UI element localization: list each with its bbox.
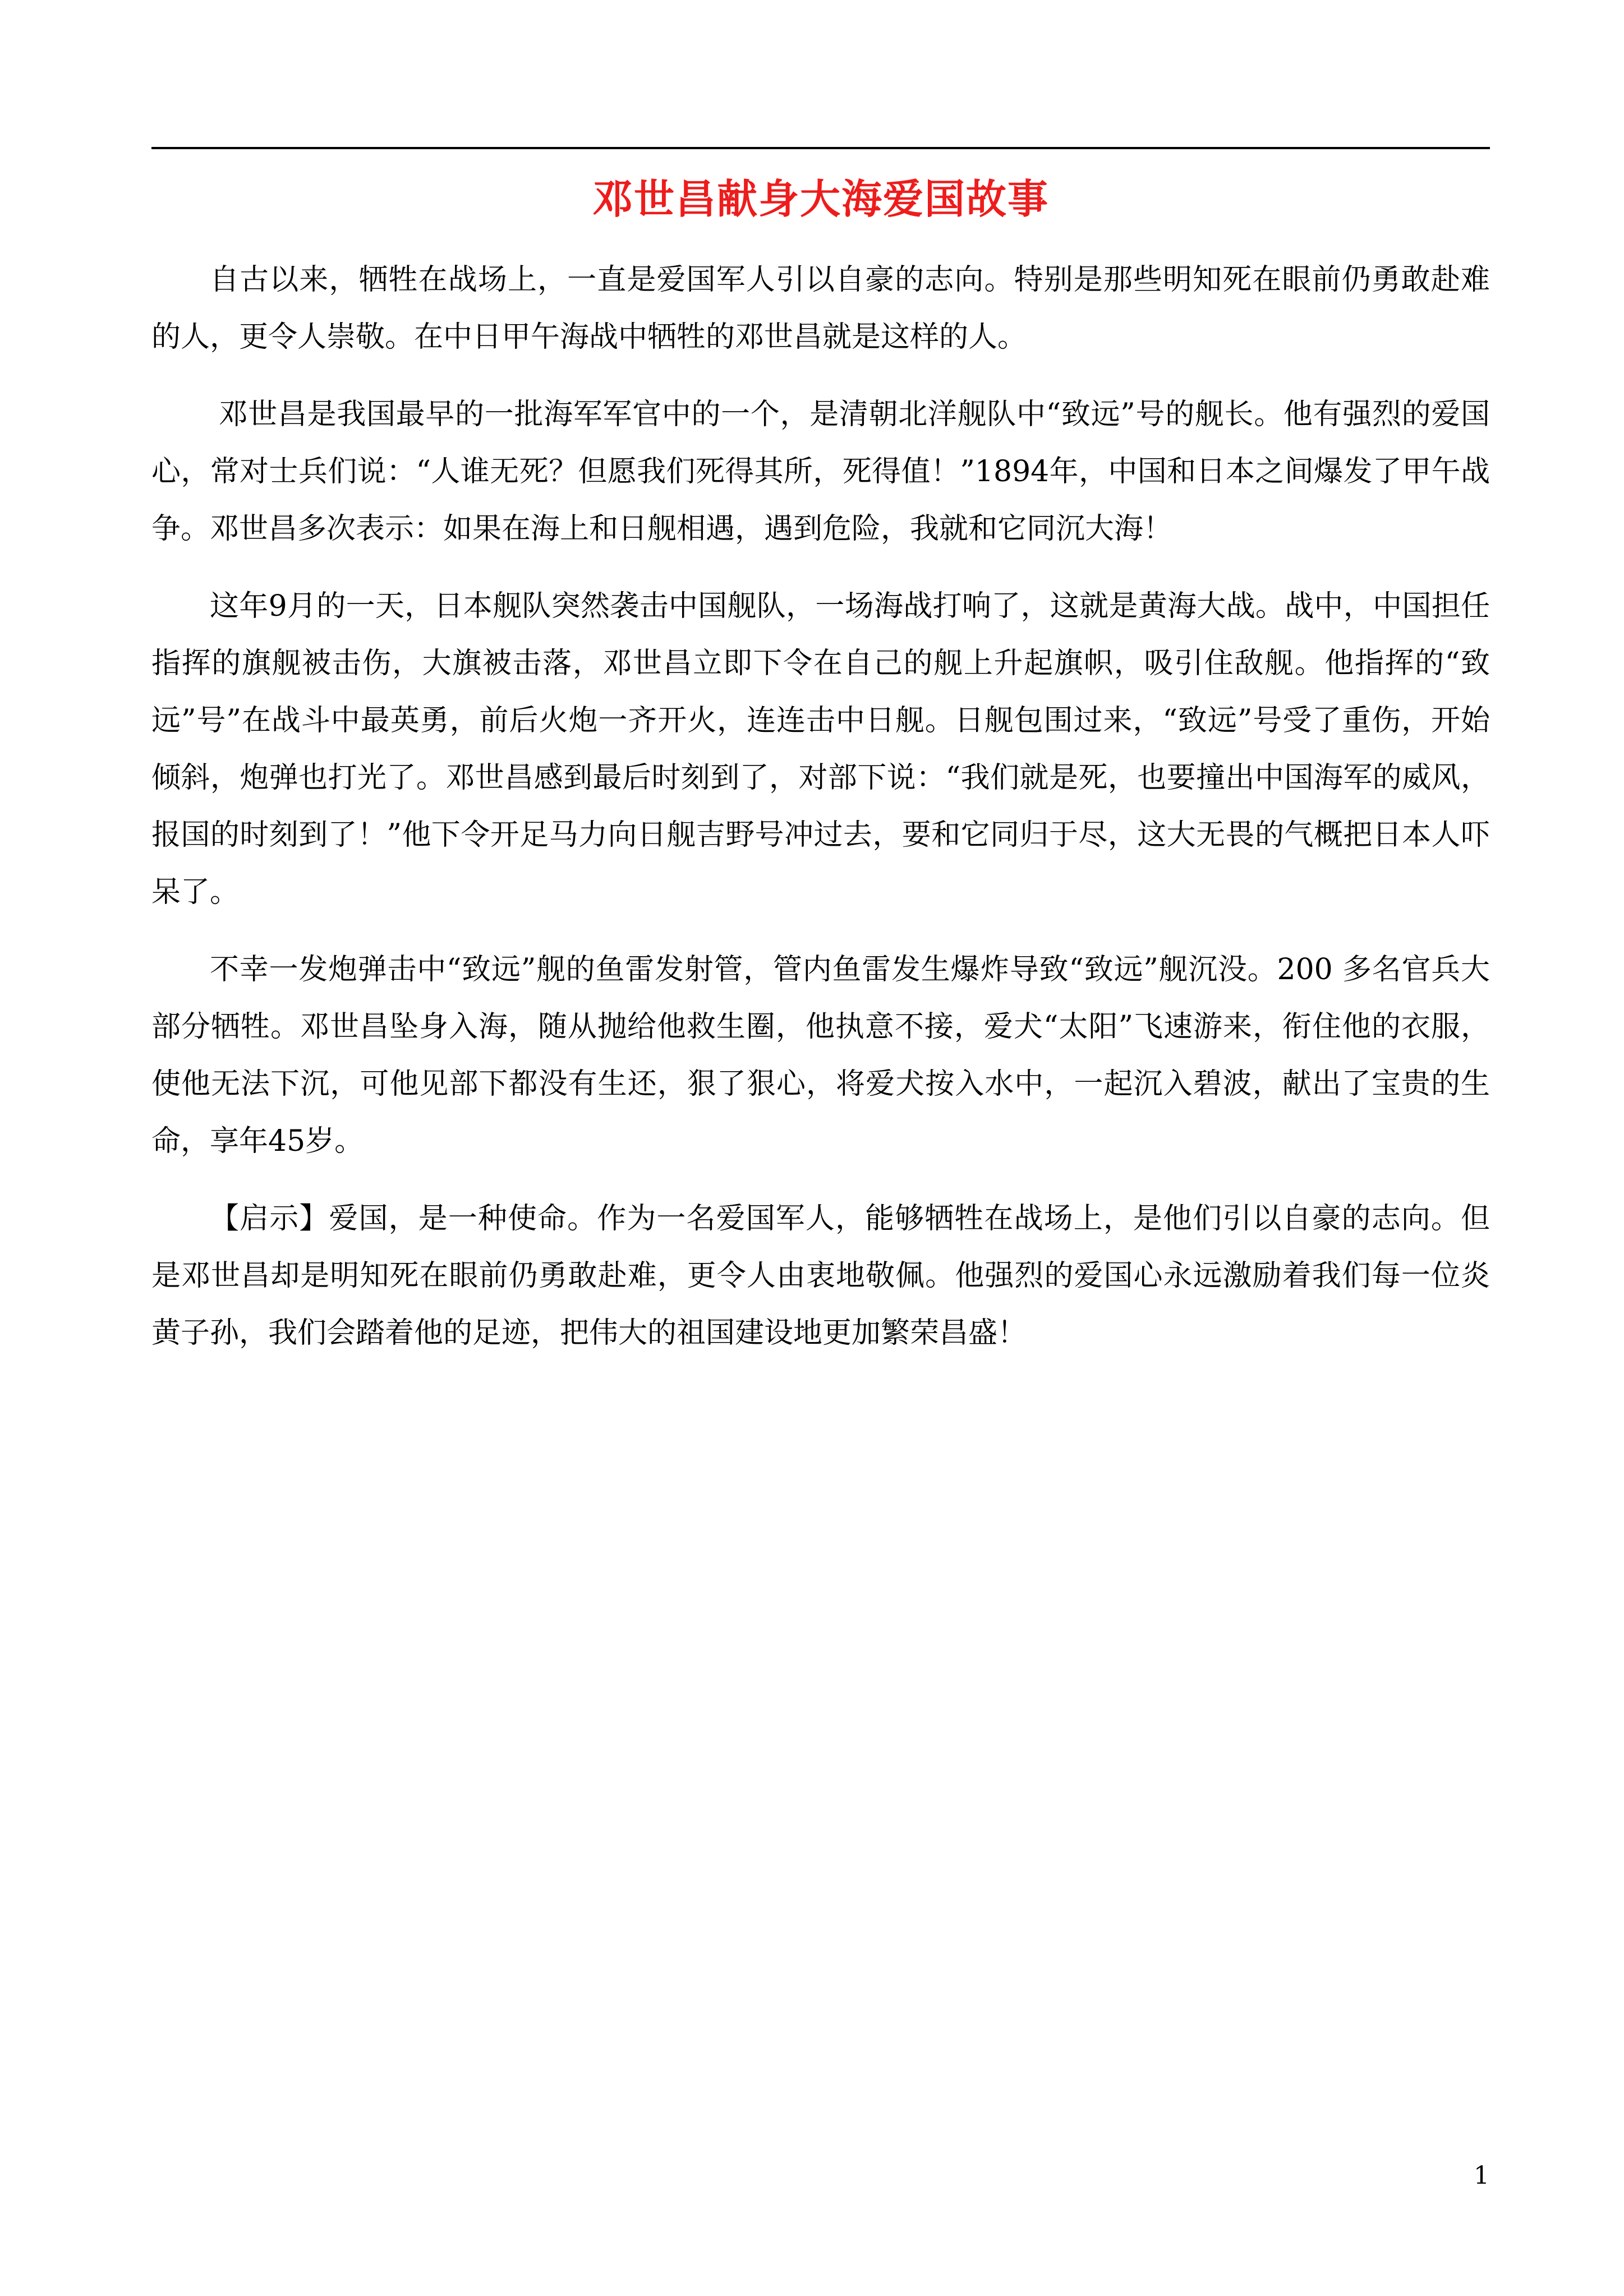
document-title: 邓世昌献身大海爱国故事	[592, 176, 1049, 223]
paragraph-background: 邓世昌是我国最早的一批海军军官中的一个，是清朝北洋舰队中“致远”号的舰长。他有强烈的爱国心，常对士兵们说：“人谁无死？但愿我们死得其所，死得值！”1894年，中国和日本之间爆发了甲午战争。邓世昌多次表示：如果在海上和日舰相遇，遇到危险，我就和它同沉大海！	[151, 398, 1490, 546]
paragraph-sacrifice: 不幸一发炮弹击中“致远”舰的鱼雷发射管，管内鱼雷发生爆炸导致“致远”舰沉没。200 多名官兵大部分牺牲。邓世昌坠身入海，随从抛给他救生圈，他执意不接，爱犬“太阳”飞速游来，衔住他的衣服，使他无法下沉，可他见部下都没有生还，狠了狠心，将爱犬按入水中，一起沉入碧波，献出了宝贵的生命，享年45岁。	[151, 953, 1490, 1158]
page-number: 1	[1474, 2161, 1489, 2190]
paragraph-battle: 这年9月的一天，日本舰队突然袭击中国舰队，一场海战打响了，这就是黄海大战。战中，中国担任指挥的旗舰被击伤，大旗被击落，邓世昌立即下令在自己的舰上升起旗帜，吸引住敌舰。他指挥的“致远”号”在战斗中最英勇，前后火炮一齐开火，连连击中日舰。日舰包围过来，“致远”号受了重伤，开始倾斜，炮弹也打光了。邓世昌感到最后时刻到了，对部下说：“我们就是死，也要撞出中国海军的威风，报国的时刻到了！”他下令开足马力向日舰吉野号冲过去，要和它同归于尽，这大无畏的气概把日本人吓呆了。	[151, 589, 1490, 909]
header-rule	[151, 147, 1490, 149]
paragraph-moral: 【启示】爱国，是一种使命。作为一名爱国军人，能够牺牲在战场上，是他们引以自豪的志向。但是邓世昌却是明知死在眼前仍勇敢赴难，更令人由衷地敬佩。他强烈的爱国心永远激励着我们每一位炎黄子孙，我们会踏着他的足迹，把伟大的祖国建设地更加繁荣昌盛！	[151, 1202, 1490, 1350]
paragraph-intro: 自古以来，牺牲在战场上，一直是爱国军人引以自豪的志向。特别是那些明知死在眼前仍勇敢赴难的人，更令人崇敬。在中日甲午海战中牺牲的邓世昌就是这样的人。	[151, 263, 1490, 354]
document-body	[151, 251, 1490, 1382]
